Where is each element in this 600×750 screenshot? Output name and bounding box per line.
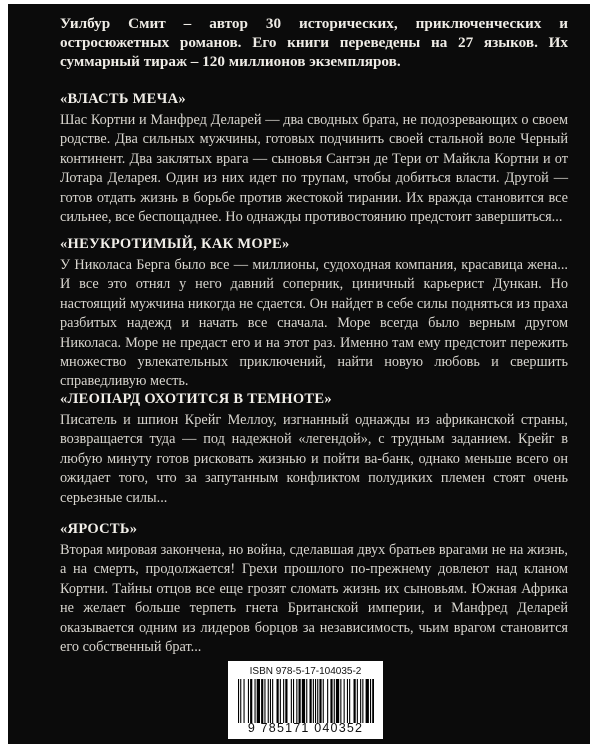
section-title: «ВЛАСТЬ МЕЧА» — [60, 91, 186, 107]
barcode-bar — [238, 679, 239, 723]
barcode-bar — [334, 679, 335, 723]
section-leopard — [60, 390, 568, 508]
barcode-bar — [336, 679, 339, 723]
barcode-bar — [323, 679, 324, 723]
barcode-bar — [366, 679, 369, 723]
barcode-bar — [349, 679, 350, 723]
barcode-bar — [362, 679, 363, 723]
section-body: Вторая мировая закончена, но война, сделавшая двух братьев врагами не на жизнь, а на смерть, продолжается! Грехи прошлого по-прежнему довлеют над кланом Кортни. Тайны отцов все еще грозят сломать жизнь их сыновьям. Южная Африка не желает больше терпеть гнета Британской империи, и Манфред Деларей оказывается одним из лидеров борцов за независимость, чьим врагом становится его собственный брат... — [60, 542, 568, 656]
barcode-bar — [293, 679, 294, 723]
barcode-bar — [240, 679, 241, 723]
barcode-bar — [261, 679, 263, 723]
barcode-bar — [291, 679, 292, 723]
book-back-cover — [8, 4, 590, 744]
barcode-bar — [250, 679, 252, 723]
barcode-bar — [330, 679, 332, 723]
section-neukrotimy — [60, 235, 568, 392]
barcode-bar — [319, 679, 321, 723]
barcode-bar — [306, 679, 307, 723]
barcode-bar — [317, 679, 318, 723]
barcode-bar — [283, 679, 284, 723]
barcode-bar — [257, 679, 260, 723]
barcode-bar — [340, 679, 341, 723]
section-title: «ЯРОСТЬ» — [60, 521, 138, 537]
barcode-bar — [344, 679, 345, 723]
barcode-bar — [244, 679, 245, 723]
section-body: У Николаса Берга было все — миллионы, судоходная компания, красавица жена... И все это отнял у него давний соперник, циничный карьерист Дункан. Но настоящий мужчина никогда не сдается. Он найдет в себе силы подняться из праха разбитых надежд и начать все сначала. Море всегда было верным другом Николаса. Море не предаст его и на этот раз. Именно там ему предстоит пережить множество увлекательных приключений, найти новую любовь и свершить справедливую месть. — [60, 257, 568, 390]
author-intro: Уилбур Смит – автор 30 исторических, приключенческих и остросюжетных романов. Его книги переведены на 27 языков. Их суммарный тираж – 120 миллионов экземпляров. — [60, 15, 568, 70]
barcode-bar — [347, 679, 348, 723]
barcode-label — [228, 661, 383, 739]
section-title: «НЕУКРОТИМЫЙ, КАК МОРЕ» — [60, 236, 290, 252]
barcode-bar — [327, 679, 328, 723]
section-vlast-mecha — [60, 90, 568, 227]
barcode-bar — [296, 679, 297, 723]
section-title: «ЛЕОПАРД ОХОТИТСЯ В ТЕМНОТЕ» — [60, 391, 332, 407]
barcode-bar — [280, 679, 281, 723]
barcode-bar — [354, 679, 356, 723]
barcode-bar — [299, 679, 301, 723]
section-body: Шас Кортни и Манфред Деларей — два сводных брата, не подозревающих о своем родстве. Два сильных мужчины, готовых подчинить своей стальной воле Черный континент. Два заклятых врага — сыновья Сантэн де Тери от Майкла Кортни и от Лотара Деларея. Один из них идет по трупам, чтобы добиться власти. Другой — готов отдать жизнь в борьбе против жестокой тирании. Их вражда становится все сильнее, все беспощаднее. Но однажды противостоянию предстоит завершиться... — [60, 112, 568, 226]
barcode-bar — [264, 679, 265, 723]
barcode-bar — [360, 679, 361, 723]
barcode-bar — [285, 679, 287, 723]
isbn-text: ISBN 978-5-17-104035-2 — [249, 666, 362, 677]
barcode-bar — [370, 679, 371, 723]
barcode-bar — [357, 679, 358, 723]
barcode-bar — [272, 679, 273, 723]
barcode-bar — [372, 679, 374, 723]
barcode-bar — [315, 679, 316, 723]
barcode-bar — [277, 679, 279, 723]
section-body: Писатель и шпион Крейг Меллоу, изгнанный однажды из африканской страны, возвращается туда — под надежной «легендой», с трудным заданием. Крейг в любую минуту готов рисковать жизнью и пойти ва-банк, однако меньше всего он ожидает того, что за запутанным конфликтом полудиких племен стоят очень серьезные силы... — [60, 412, 568, 506]
barcode-bar — [268, 679, 269, 723]
barcode-bar — [248, 679, 249, 723]
ean-digits: 9 785171 040352 — [247, 721, 364, 735]
barcode-bar — [310, 679, 312, 723]
barcode-bar — [313, 679, 314, 723]
barcode-bar — [255, 679, 256, 723]
section-yarost — [60, 520, 568, 657]
barcode-bar — [270, 679, 271, 723]
barcode-bars — [238, 679, 374, 723]
barcode-bar — [302, 679, 305, 723]
